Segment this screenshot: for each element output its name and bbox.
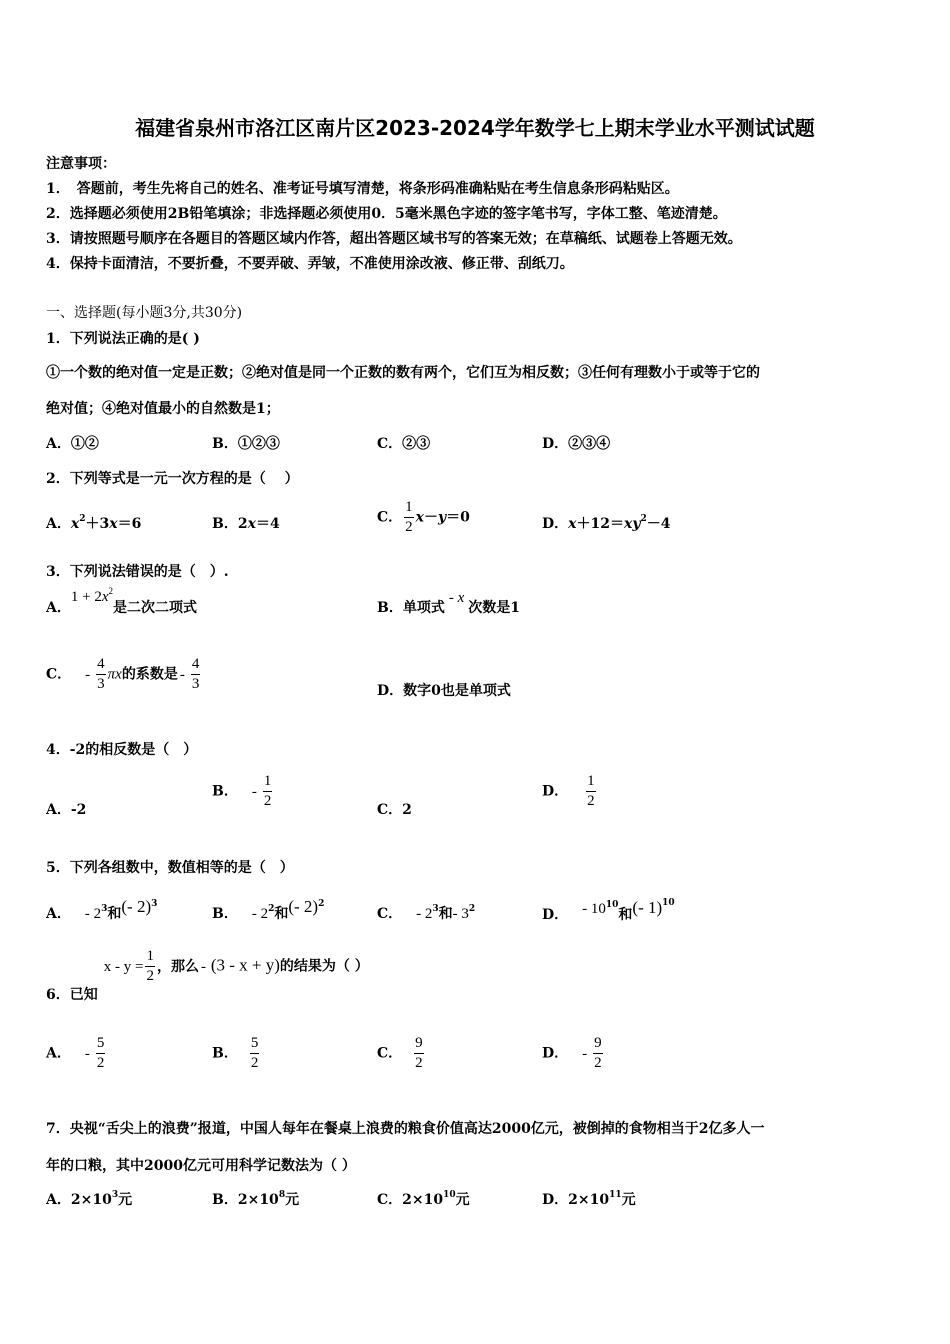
fraction: $\frac{4}{3}$ xyxy=(97,656,105,692)
q6-option-d: D． - $\frac{9}{2}$ xyxy=(542,1035,602,1071)
fraction: $\frac{1}{2}$ xyxy=(146,948,154,984)
page-title: 福建省泉州市洛江区南片区2023-2024学年数学七上期末学业水平测试试题 xyxy=(135,116,815,140)
q1-option-b: B．①②③ xyxy=(212,436,280,452)
q2-option-a: A．$x^2+3x=6$ xyxy=(46,514,142,532)
q7-option-c: C．$2\times 10^{10}$元 xyxy=(377,1190,470,1208)
q3-option-a: A．$1 + 2x^2$是二次二项式 xyxy=(46,586,198,616)
notice-item-1: 1． 答题前，考生先将自己的姓名、准考证号填写清楚，将条形码准确粘贴在考生信息条形码粘贴区。 xyxy=(46,181,679,197)
q7-stem-line2: 年的口粮，其中2000亿元可用科学记数法为（ ） xyxy=(46,1158,356,1174)
q1-option-c: C．②③ xyxy=(377,436,431,452)
q3-option-c: C． - $\frac{4}{3}$ πx的系数是 - $\frac{4}{3}$ xyxy=(46,656,200,692)
q3-option-d: D．数字0也是单项式 xyxy=(377,683,511,699)
q3-stem: 3．下列说法错误的是（ ）. xyxy=(46,564,229,580)
q7-option-b: B．$2\times 10^8$元 xyxy=(212,1190,300,1208)
q3-option-b: B．单项式- x次数是1 xyxy=(377,590,521,616)
q2-option-b: B．2x＝4 xyxy=(212,516,280,532)
section-heading: 一、选择题(每小题3分,共30分) xyxy=(46,305,243,321)
q2-stem: 2．下列等式是一元一次方程的是（ ） xyxy=(46,471,299,487)
q5-option-d: D． - $10^{10}$和(- 1)$^{10}$ xyxy=(542,898,675,923)
q1-statements-line2: 绝对值；④绝对值最小的自然数是1； xyxy=(46,401,280,417)
notice-item-2: 2．选择题必须使用2B铅笔填涂；非选择题必须使用0．5毫米黑色字迹的签字笔书写，字体工整、笔迹清楚。 xyxy=(46,206,727,222)
fraction: $\frac{9}{2}$ xyxy=(594,1035,602,1071)
notice-item-4: 4．保持卡面清洁，不要折叠，不要弄破、弄皱，不准使用涂改液、修正带、刮纸刀。 xyxy=(46,256,574,272)
q2-option-d: D．$x+12=xy^2-4$ xyxy=(542,514,671,532)
q1-option-d: D．②③④ xyxy=(542,436,611,452)
fraction: $\frac{1}{2}$ xyxy=(405,499,413,535)
q4-option-d: D． $\frac{1}{2}$ xyxy=(542,773,595,809)
q1-stem: 1．下列说法正确的是( ) xyxy=(46,331,200,347)
q3a-expression: $1 + 2x^2$ xyxy=(70,586,114,605)
q4-option-c: C．2 xyxy=(377,802,412,818)
q4-option-b: B． - $\frac{1}{2}$ xyxy=(212,773,272,809)
q7-option-a: A．$2\times 10^3$元 xyxy=(46,1190,133,1208)
fraction: $\frac{5}{2}$ xyxy=(250,1035,259,1071)
q3b-expression: - x xyxy=(448,590,465,606)
q6-stem: 6．已知x - y = $\frac{1}{2}$ ，那么 - (3 - x + y)的结果为（ ） xyxy=(46,948,369,1003)
notice-heading: 注意事项： xyxy=(46,156,116,172)
q5-option-a: A． - $2^3$和(- 2)$^3$ xyxy=(46,897,158,922)
fraction: $\frac{1}{2}$ xyxy=(263,773,272,809)
fraction: $\frac{1}{2}$ xyxy=(587,773,595,809)
q5-stem: 5．下列各组数中，数值相等的是（ ） xyxy=(46,860,294,876)
q6-option-a: A． - $\frac{5}{2}$ xyxy=(46,1035,105,1071)
q4-option-a: A．-2 xyxy=(46,802,87,818)
fraction: $\frac{4}{3}$ xyxy=(191,656,200,692)
q7-stem-line1: 7．央视“舌尖上的浪费”报道，中国人每年在餐桌上浪费的粮食价值高达2000亿元，被倒掉的食物相当于2亿多人一 xyxy=(46,1121,765,1137)
q6-option-b: B． $\frac{5}{2}$ xyxy=(212,1035,259,1071)
q2-option-c: C． $\frac{1}{2}$ x－y＝0 xyxy=(377,499,470,535)
fraction: $\frac{5}{2}$ xyxy=(96,1035,105,1071)
fraction: $\frac{9}{2}$ xyxy=(415,1035,423,1071)
q1-option-a: A．①② xyxy=(46,436,99,452)
q5-option-c: C． - $2^3$和- $3^2$ xyxy=(377,904,476,922)
q6-option-c: C． $\frac{9}{2}$ xyxy=(377,1035,423,1071)
notice-item-3: 3．请按照题号顺序在各题目的答题区域内作答，超出答题区域书写的答案无效；在草稿纸、试题卷上答题无效。 xyxy=(46,231,742,247)
q5-option-b: B． - $2^2$和(- 2)$^2$ xyxy=(212,897,325,922)
q4-stem: 4．-2的相反数是（ ） xyxy=(46,742,198,758)
q1-statements-line1: ①一个数的绝对值一定是正数；②绝对值是同一个正数的数有两个，它们互为相反数；③任何有理数小于或等于它的 xyxy=(46,365,760,381)
q7-option-d: D．$2\times 10^{11}$元 xyxy=(542,1190,636,1208)
